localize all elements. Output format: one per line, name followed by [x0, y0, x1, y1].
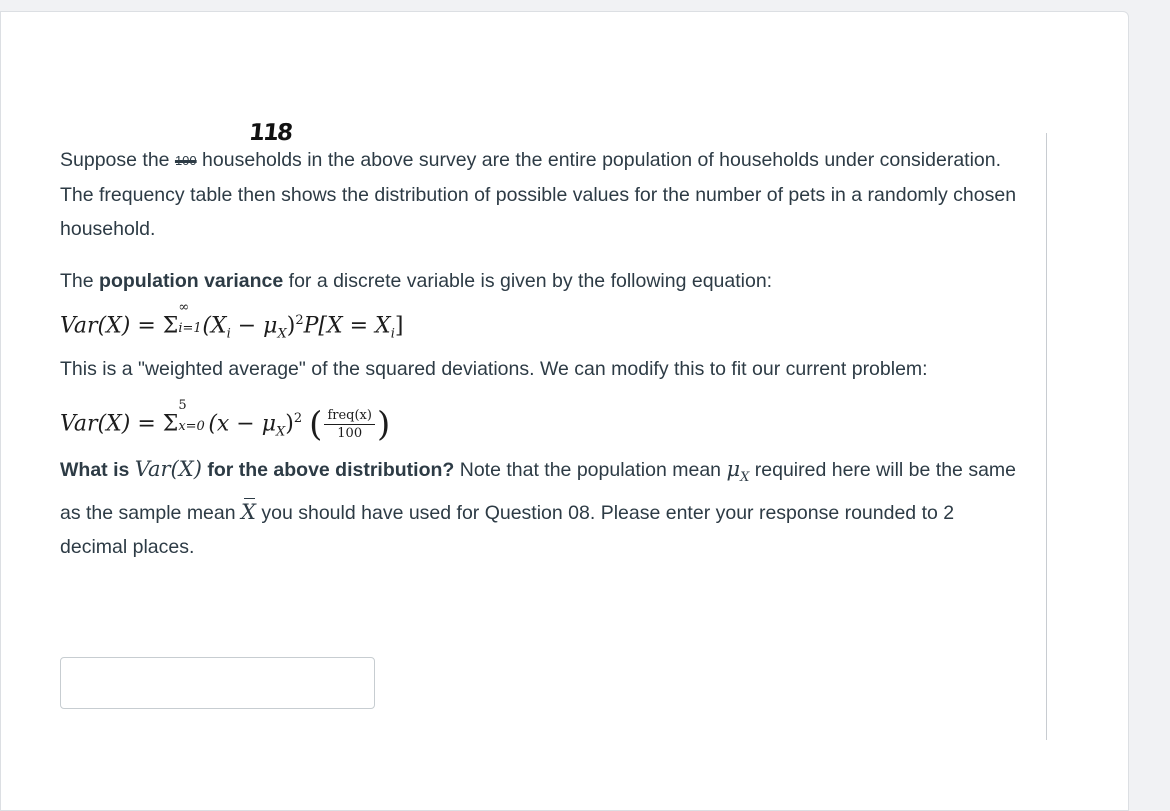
- eq2-open-paren: (: [309, 404, 323, 445]
- eq2-fraction-numerator: freq(x): [324, 408, 375, 425]
- eq1-sub-i2: i: [390, 326, 395, 342]
- question-prompt-paragraph: [60, 452, 1020, 564]
- eq2-lower-limit: x=0: [178, 419, 205, 435]
- struck-number: [175, 143, 197, 178]
- eq2-limits: [178, 398, 208, 435]
- prompt-note-end: you should have used for Question 08. Please enter your response rounded to 2 decimal places.: [60, 501, 955, 558]
- eq1-lhs: Var(X) =: [60, 313, 163, 339]
- eq1-term-e: ]: [394, 313, 404, 339]
- prompt-var-x: Var(X): [134, 457, 202, 481]
- intro-text-end: households in the above survey are the entire population of households under consideration. The frequency table then shows the distribution of possible values for the number of pets in a randomly chosen household.: [60, 149, 1017, 240]
- prompt-bold-start: What is: [60, 459, 135, 481]
- eq1-limits: [178, 300, 202, 337]
- handwritten-annotation: 118: [247, 120, 293, 146]
- content-divider: [1046, 133, 1047, 740]
- eq1-term-d: P[X = X: [303, 313, 391, 339]
- variance-intro-end: for a discrete variable is given by the following equation:: [283, 270, 773, 292]
- prompt-note-middle: required here will be the same as the sample mean: [60, 459, 1016, 524]
- struck-original-count: 100: [174, 153, 197, 168]
- eq1-sub-i: i: [226, 326, 231, 342]
- eq1-square: 2: [295, 313, 304, 328]
- population-variance-term: population variance: [99, 270, 284, 292]
- variance-intro-paragraph: [60, 264, 1020, 298]
- eq2-close-paren: ): [376, 404, 391, 445]
- eq2-fraction: [324, 408, 375, 441]
- eq2-sub-x: X: [276, 424, 286, 440]
- prompt-note-start: Note that the population mean: [454, 459, 727, 481]
- answer-input[interactable]: [60, 657, 375, 709]
- variance-equation: [60, 302, 1020, 340]
- eq1-term-c: ): [286, 313, 296, 339]
- question-text: [60, 120, 1020, 564]
- eq1-sub-x: X: [277, 326, 287, 342]
- prompt-bold-end: for the above distribution?: [201, 459, 455, 481]
- variance-intro-start: The: [60, 270, 100, 292]
- eq1-term-b: − μ: [230, 313, 278, 339]
- x-bar-symbol: X: [241, 495, 256, 529]
- eq2-term-b: ): [285, 411, 294, 437]
- intro-text-start: Suppose the: [60, 149, 175, 171]
- weighted-average-paragraph: This is a "weighted average" of the squared deviations. We can modify this to fit our current problem:: [60, 358, 928, 380]
- eq1-upper-limit: ∞: [178, 300, 190, 316]
- eq1-lower-limit: i=1: [178, 321, 202, 337]
- eq2-upper-limit: 5: [178, 398, 187, 414]
- intro-paragraph: [60, 120, 1020, 246]
- eq2-square: 2: [293, 411, 303, 426]
- modified-variance-equation: [60, 396, 1020, 445]
- eq1-term-a: (X: [202, 313, 227, 339]
- mu-symbol: μ: [726, 457, 741, 481]
- mu-subscript: X: [740, 469, 750, 485]
- eq2-sigma: Σ: [162, 411, 179, 437]
- eq2-term-a: (x − μ: [208, 411, 277, 437]
- eq2-fraction-denominator: 100: [337, 425, 363, 441]
- eq1-sigma: Σ: [162, 313, 179, 339]
- eq2-lhs: Var(X) =: [60, 411, 163, 437]
